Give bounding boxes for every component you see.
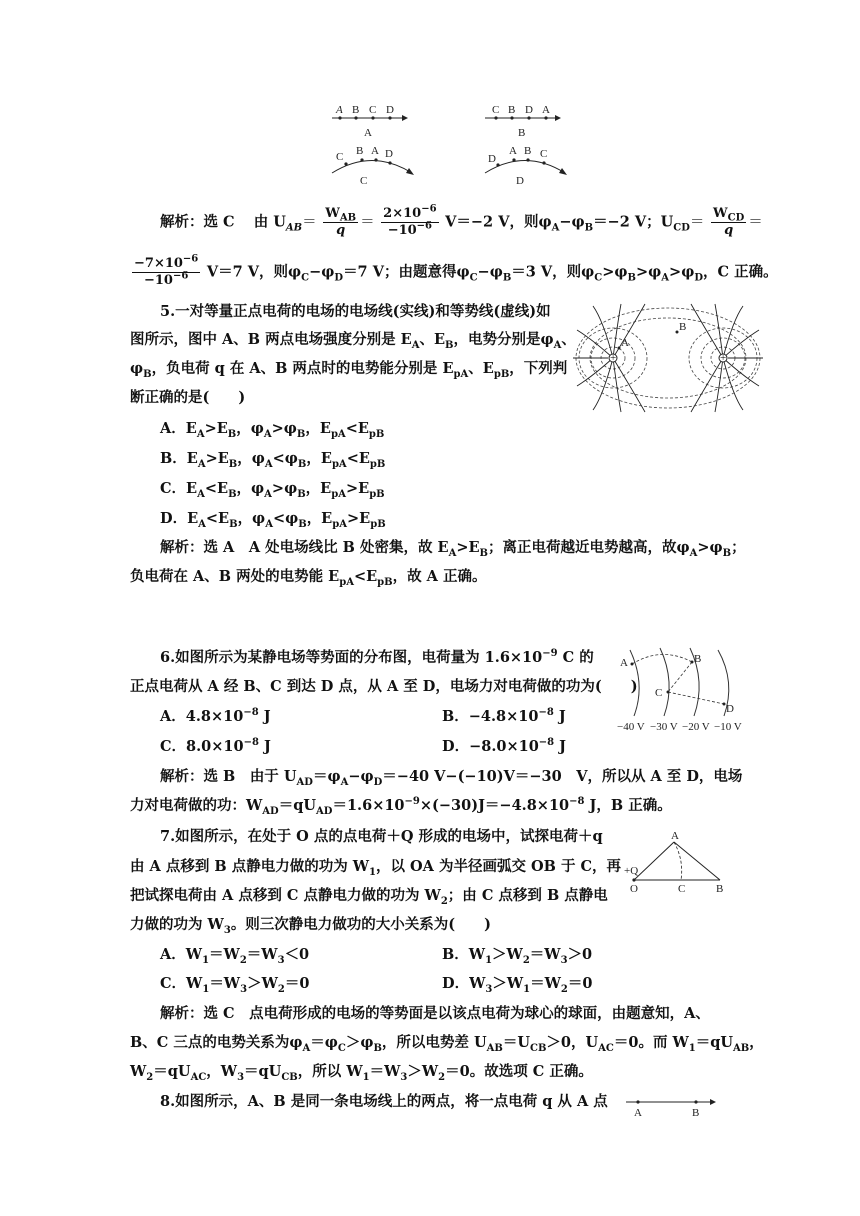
q5-option-d[interactable]: D．$E_A<E_B$，$\varphi_A<\varphi_B$，$E_{pA}>E_{pB}$ <box>160 510 386 530</box>
svg-text:C: C <box>655 687 663 699</box>
fig-a-points <box>335 104 394 139</box>
svg-text:B: B <box>352 104 360 116</box>
q7-analysis-1: 解析：选 C 点电荷形成的电场的等势面是以该点电荷为球心的球面，由题意知，A、 <box>160 1005 710 1022</box>
svg-text:D: D <box>386 104 394 116</box>
q5-analysis-2: 负电荷在 A、B 两处的电势能 $E_{pA}<E_{pB}$，故 A 正确。 <box>130 568 487 588</box>
q8-line-figure <box>622 1094 722 1118</box>
svg-text:D: D <box>488 153 496 165</box>
frac-wcd-q: $\frac{W_{CD}}{q}$ <box>713 206 745 238</box>
q6-option-b[interactable]: B．$-4.8\times 10^{-8}$ J <box>442 707 566 725</box>
q6-option-a[interactable]: A．$4.8\times 10^{-8}$ J <box>160 707 271 725</box>
q7-option-c[interactable]: C．$W_1=W_3>W_2=0$ <box>160 975 310 995</box>
svg-text:−10 V: −10 V <box>714 721 742 733</box>
svg-text:D: D <box>516 175 524 187</box>
q5-stem-4: 断正确的是( ) <box>130 389 246 406</box>
svg-text:B: B <box>679 321 687 333</box>
fig-d-points <box>488 145 547 187</box>
svg-text:D: D <box>726 703 734 715</box>
options-figure <box>320 100 580 190</box>
svg-text:A: A <box>364 127 372 139</box>
svg-text:A: A <box>336 104 343 116</box>
q5-analysis-1: 解析：选 A A 处电场线比 B 处密集，故 $E_A>E_B$；离正电荷越近电势越高，故$\varphi_A>\varphi_B$； <box>160 539 746 559</box>
q4-analysis-line1: 解析：选 C 由 $U_{AB}=$ $\frac{W_{AB}}{q}$ ＝ $\frac{2\times 10^{-6}}{-10^{-6}}$ V＝−2 V，则$\varphi_A-\varphi_B=-2$ V；$U_{CD}=$ $\frac{W_{CD}}{q}$ ＝ <box>160 203 763 238</box>
svg-text:D: D <box>525 104 533 116</box>
svg-text:C: C <box>336 151 344 163</box>
q7-stem-2: 由 A 点移到 B 点静电力做的功为 $W_1$，以 OA 为半径画弧交 OB 于 C，再 <box>130 858 622 878</box>
q5-option-b[interactable]: B．$E_A>E_B$，$\varphi_A<\varphi_B$，$E_{pA}<E_{pB}$ <box>160 450 386 470</box>
svg-text:B: B <box>356 145 364 157</box>
svg-text:+Q: +Q <box>624 865 639 877</box>
svg-text:A: A <box>371 145 379 157</box>
svg-text:C: C <box>678 883 686 895</box>
svg-text:−30 V: −30 V <box>650 721 678 733</box>
svg-text:B: B <box>694 653 702 665</box>
q5-field-figure <box>573 300 763 412</box>
svg-text:A: A <box>634 1107 642 1119</box>
q4-analysis-line2: $\frac{-7\times 10^{-6}}{-10^{-6}}$ V＝7 V，则$\varphi_C-\varphi_D=7$ V；由题意得$\varphi_C-\varphi_B=3$ V，则$\varphi_C>\varphi_B>\varphi_A>\varphi_D$，C 正确。 <box>134 253 778 288</box>
frac-value-1: $\frac{2\times 10^{-6}}{-10^{-6}}$ <box>383 203 437 238</box>
q7-option-b[interactable]: B．$W_1>W_2=W_3>0$ <box>442 946 593 966</box>
svg-text:C: C <box>369 104 377 116</box>
q6-stem-2: 正点电荷从 A 经 B、C 到达 D 点，从 A 至 D，电场力对电荷做的功为( ) <box>130 678 638 695</box>
q5-stem-1: 5.一对等量正点电荷的电场的电场线(实线)和等势线(虚线)如 <box>160 303 551 320</box>
svg-text:−20 V: −20 V <box>682 721 710 733</box>
q6-option-d[interactable]: D．$-8.0\times 10^{-8}$ J <box>442 737 567 755</box>
frac-value-2: $\frac{-7\times 10^{-6}}{-10^{-6}}$ <box>134 253 199 288</box>
svg-text:−40 V: −40 V <box>617 721 645 733</box>
svg-text:+: + <box>610 352 617 364</box>
svg-text:A: A <box>542 104 550 116</box>
svg-text:B: B <box>524 145 532 157</box>
q7-stem-3: 把试探电荷由 A 点移到 C 点静电力做的功为 $W_2$；由 C 点移到 B 点静电 <box>130 887 608 907</box>
svg-text:C: C <box>540 148 548 160</box>
svg-text:B: B <box>692 1107 700 1119</box>
q5-option-a[interactable]: A．$E_A>E_B$，$\varphi_A>\varphi_B$，$E_{pA}<E_{pB}$ <box>160 420 385 440</box>
q6-stem-1: 6.如图所示为某静电场等势面的分布图，电荷量为 $1.6\times 10^{-9}$ C 的 <box>160 648 594 666</box>
svg-text:A: A <box>620 657 628 669</box>
q7-option-d[interactable]: D．$W_3>W_1=W_2=0$ <box>442 975 593 995</box>
q5-stem-2: 图所示，图中 A、B 两点电场强度分别是 $E_A$、$E_B$，电势分别是$\varphi_A$、 <box>130 331 576 351</box>
svg-text:O: O <box>630 883 638 895</box>
q7-option-a[interactable]: A．$W_1=W_2=W_3<0$ <box>160 946 310 966</box>
frac-wab-q: $\frac{W_{AB}}{q}$ <box>325 206 357 238</box>
svg-text:D: D <box>385 148 393 160</box>
q7-stem-4: 力做的功为 $W_3$。则三次静电力做功的大小关系为( ) <box>130 916 492 936</box>
q8-stem-1: 8.如图所示，A、B 是同一条电场线上的两点，将一点电荷 q 从 A 点 <box>160 1093 608 1110</box>
svg-text:B: B <box>716 883 724 895</box>
fig-b-points <box>492 104 550 139</box>
svg-text:B: B <box>508 104 516 116</box>
svg-text:A: A <box>509 145 517 157</box>
q6-analysis-1: 解析：选 B 由于 $U_{AD}=\varphi_A-\varphi_D=-40$ V−(−10)V＝−30 V，所以从 A 至 D，电场 <box>160 768 743 788</box>
q6-equipotential-figure <box>612 644 752 736</box>
svg-text:A: A <box>621 337 629 349</box>
svg-text:+: + <box>720 352 727 364</box>
svg-text:B: B <box>518 127 526 139</box>
svg-text:A: A <box>671 830 679 842</box>
q6-option-c[interactable]: C．$8.0\times 10^{-8}$ J <box>160 737 271 755</box>
q7-analysis-2: B、C 三点的电势关系为$\varphi_A=\varphi_C>\varphi_B$，所以电势差 $U_{AB}=U_{CB}>0$，$U_{AC}=0$。而 $W_1=qU_{AB}$， <box>130 1034 764 1054</box>
q5-option-c[interactable]: C．$E_A<E_B$，$\varphi_A>\varphi_B$，$E_{pA}>E_{pB}$ <box>160 480 385 500</box>
q7-stem-1: 7.如图所示，在处于 O 点的点电荷＋Q 形成的电场中，试探电荷＋q <box>160 828 603 845</box>
q7-triangle-figure <box>622 832 732 894</box>
svg-text:C: C <box>360 175 368 187</box>
svg-text:C: C <box>492 104 500 116</box>
q5-stem-3: $\varphi_B$，负电荷 q 在 A、B 两点时的电势能分别是 $E_{pA}$、$E_{pB}$，下列判 <box>130 360 568 380</box>
q7-analysis-3: $W_2=qU_{AC}$，$W_3=qU_{CB}$，所以 $W_1=W_3>W_2=0$。故选项 C 正确。 <box>130 1063 593 1083</box>
q6-analysis-2: 力对电荷做的功：$W_{AD}=qU_{AD}=1.6\times 10^{-9}\times(-30)J=-4.8\times 10^{-8}$ J，B 正确。 <box>130 796 672 817</box>
